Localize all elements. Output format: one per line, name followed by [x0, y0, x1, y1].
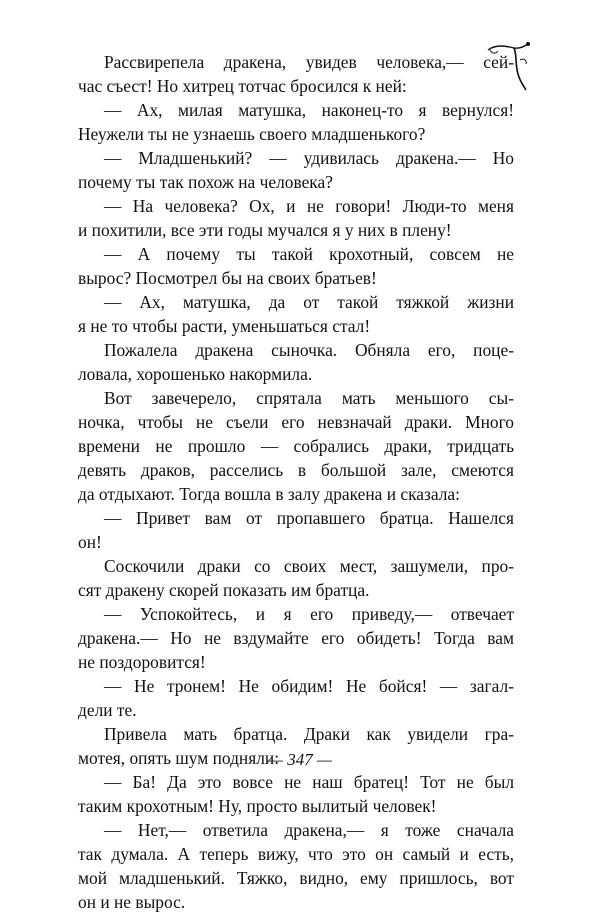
- text-line: Вот завечерело, спрятала мать меньшого сы-: [104, 388, 514, 408]
- text-line: — Успокойтесь, и я его приведу,— отвечает: [104, 604, 514, 624]
- text-line: я не то чтобы расти, уменьшаться стал!: [78, 316, 371, 336]
- text-line: — На человека? Ох, и не говори! Люди-то меня: [104, 196, 514, 216]
- text-line: он и не вырос.: [78, 892, 186, 912]
- text-line: да отдыхают. Тогда вошла в залу дракена и сказала:: [78, 484, 460, 504]
- page-number: — 347 —: [267, 750, 333, 769]
- text-line: — Ба! Да это вовсе не наш братец! Тот не был: [104, 772, 514, 792]
- text-line: Привела мать братца. Драки как увидели гра-: [104, 724, 514, 744]
- text-line: дели те.: [78, 700, 137, 720]
- text-line: сят дракену скорей показать им братца.: [78, 580, 370, 600]
- text-line: — Ах, матушка, да от такой тяжкой жизни: [104, 292, 514, 312]
- text-line: Неужели ты не узнаешь своего младшенького?: [78, 124, 426, 144]
- text-line: он!: [78, 532, 102, 552]
- text-line: Соскочили драки со своих мест, зашумели, про-: [104, 556, 514, 576]
- text-line: почему ты так похож на человека?: [78, 172, 333, 192]
- text-line: ночка, чтобы не съели его невзначай драки. Много: [78, 412, 514, 432]
- text-line: — Привет вам от пропавшего братца. Нашелся: [104, 508, 514, 528]
- text-line: дракена.— Но не вздумайте его обидеть! Тогда вам: [78, 628, 514, 648]
- text-line: Пожалела дракена сыночка. Обняла его, поце-: [104, 340, 514, 360]
- text-line: девять драков, расселись в большой зале, смеются: [78, 460, 514, 480]
- text-line: — Ах, милая матушка, наконец-то я вернулся!: [104, 100, 514, 120]
- text-line: — А почему ты такой крохотный, совсем не: [104, 244, 514, 264]
- text-line: вырос? Посмотрел бы на своих братьев!: [78, 268, 377, 288]
- text-line: так думала. А теперь вижу, что это он самый и есть,: [78, 844, 514, 864]
- text-line: — Не тронем! Не обидим! Не бойся! — загал-: [104, 676, 514, 696]
- text-line: таким крохотным! Ну, просто вылитый человек!: [78, 796, 437, 816]
- text-line: час съест! Но хитрец тотчас бросился к ней:: [78, 76, 407, 96]
- text-line: мой младшенький. Тяжко, видно, ему пришлось, вот: [78, 868, 514, 888]
- text-line: времени не прошло — собрались драки, тридцать: [78, 436, 514, 456]
- text-line: мотея, опять шум подняли:: [78, 748, 280, 768]
- text-line: — Нет,— ответила дракена,— я тоже сначала: [104, 820, 514, 840]
- text-line: Рассвирепела дракена, увидев человека,— сей-: [104, 52, 514, 72]
- story-text: [78, 50, 514, 914]
- text-line: и похитили, все эти годы мучался я у них в плену!: [78, 220, 452, 240]
- text-line: ловала, хорошенько накормила.: [78, 364, 313, 384]
- text-line: — Младшенький? — удивилась дракена.— Но: [104, 148, 514, 168]
- text-line: не поздоровится!: [78, 652, 206, 672]
